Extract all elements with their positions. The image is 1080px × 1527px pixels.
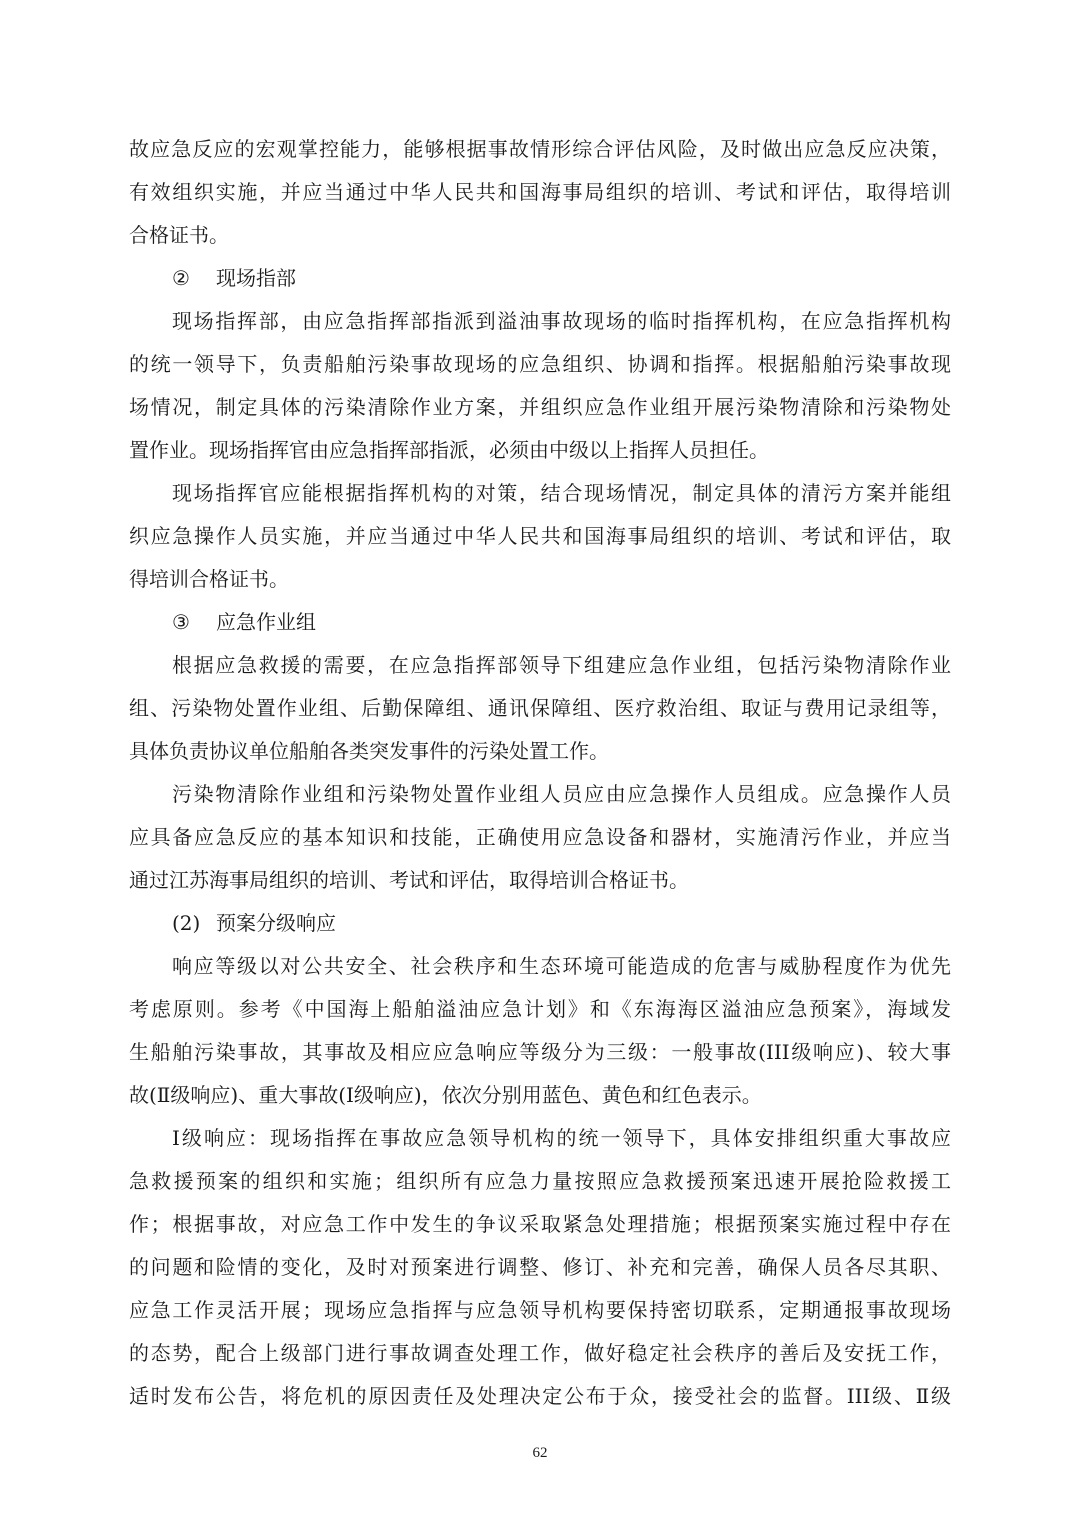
text-line: 污染物清除作业组和污染物处置作业组人员应由应急操作人员组成。应急操作人员 bbox=[172, 782, 951, 806]
text-line: 具体负责协议单位船舶各类突发事件的污染处置工作。 bbox=[129, 739, 609, 763]
text-line: 响应等级以对公共安全、社会秩序和生态环境可能造成的危害与威胁程度作为优先 bbox=[172, 954, 951, 978]
text-line: 场情况，制定具体的污染清除作业方案，并组织应急作业组开展污染物清除和污染物处 bbox=[129, 395, 951, 419]
section-heading bbox=[129, 257, 951, 300]
text-line: 织应急操作人员实施，并应当通过中华人民共和国海事局组织的培训、考试和评估，取 bbox=[129, 524, 951, 548]
heading-number: ② bbox=[172, 266, 190, 290]
text-line: 得培训合格证书。 bbox=[129, 567, 289, 591]
heading-text: 现场指部 bbox=[216, 266, 296, 290]
heading-text: 预案分级响应 bbox=[216, 911, 336, 935]
text-line: 生船舶污染事故，其事故及相应应急响应等级分为三级：一般事故(III级响应)、较大事 bbox=[129, 1040, 951, 1064]
text-line: 组、污染物处置作业组、后勤保障组、通讯保障组、医疗救治组、取证与费用记录组等， bbox=[129, 696, 951, 720]
text-line: 应具备应急反应的基本知识和技能，正确使用应急设备和器材，实施清污作业，并应当 bbox=[129, 825, 951, 849]
text-line: 的问题和险情的变化，及时对预案进行调整、修订、补充和完善，确保人员各尽其职、 bbox=[129, 1255, 951, 1279]
text-line: Ⅰ级响应：现场指挥在事故应急领导机构的统一领导下，具体安排组织重大事故应 bbox=[172, 1126, 951, 1150]
text-line: 合格证书。 bbox=[129, 223, 229, 247]
text-line: 现场指挥官应能根据指挥机构的对策，结合现场情况，制定具体的清污方案并能组 bbox=[172, 481, 951, 505]
body-text bbox=[129, 128, 951, 1418]
heading-number: ③ bbox=[172, 610, 190, 634]
heading-text: 应急作业组 bbox=[216, 610, 316, 634]
heading-number: (2) bbox=[172, 911, 201, 935]
text-line: 故(Ⅱ级响应)、重大事故(Ⅰ级响应)，依次分别用蓝色、黄色和红色表示。 bbox=[129, 1083, 762, 1107]
text-line: 急救援预案的组织和实施；组织所有应急力量按照应急救援预案迅速开展抢险救援工 bbox=[129, 1169, 951, 1193]
text-line: 现场指挥部，由应急指挥部指派到溢油事故现场的临时指挥机构，在应急指挥机构 bbox=[172, 309, 951, 333]
text-line: 考虑原则。参考《中国海上船舶溢油应急计划》和《东海海区溢油应急预案》，海域发 bbox=[129, 997, 951, 1021]
page-number: 62 bbox=[532, 1445, 548, 1461]
text-line: 通过江苏海事局组织的培训、考试和评估，取得培训合格证书。 bbox=[129, 868, 689, 892]
text-line: 适时发布公告，将危机的原因责任及处理决定公布于众，接受社会的监督。III级、Ⅱ级 bbox=[129, 1384, 951, 1408]
text-line: 的统一领导下，负责船舶污染事故现场的应急组织、协调和指挥。根据船舶污染事故现 bbox=[129, 352, 951, 376]
section-heading bbox=[129, 601, 951, 644]
text-line: 作；根据事故，对应急工作中发生的争议采取紧急处理措施；根据预案实施过程中存在 bbox=[129, 1212, 951, 1236]
text-line: 的态势，配合上级部门进行事故调查处理工作，做好稳定社会秩序的善后及安抚工作， bbox=[129, 1341, 951, 1365]
text-line: 故应急反应的宏观掌控能力，能够根据事故情形综合评估风险，及时做出应急反应决策， bbox=[129, 137, 951, 161]
text-line: 应急工作灵活开展；现场应急指挥与应急领导机构要保持密切联系，定期通报事故现场 bbox=[129, 1298, 951, 1322]
section-heading bbox=[129, 902, 951, 945]
text-line: 有效组织实施，并应当通过中华人民共和国海事局组织的培训、考试和评估，取得培训 bbox=[129, 180, 951, 204]
text-line: 置作业。现场指挥官由应急指挥部指派，必须由中级以上指挥人员担任。 bbox=[129, 438, 769, 462]
text-line: 根据应急救援的需要，在应急指挥部领导下组建应急作业组，包括污染物清除作业 bbox=[172, 653, 951, 677]
